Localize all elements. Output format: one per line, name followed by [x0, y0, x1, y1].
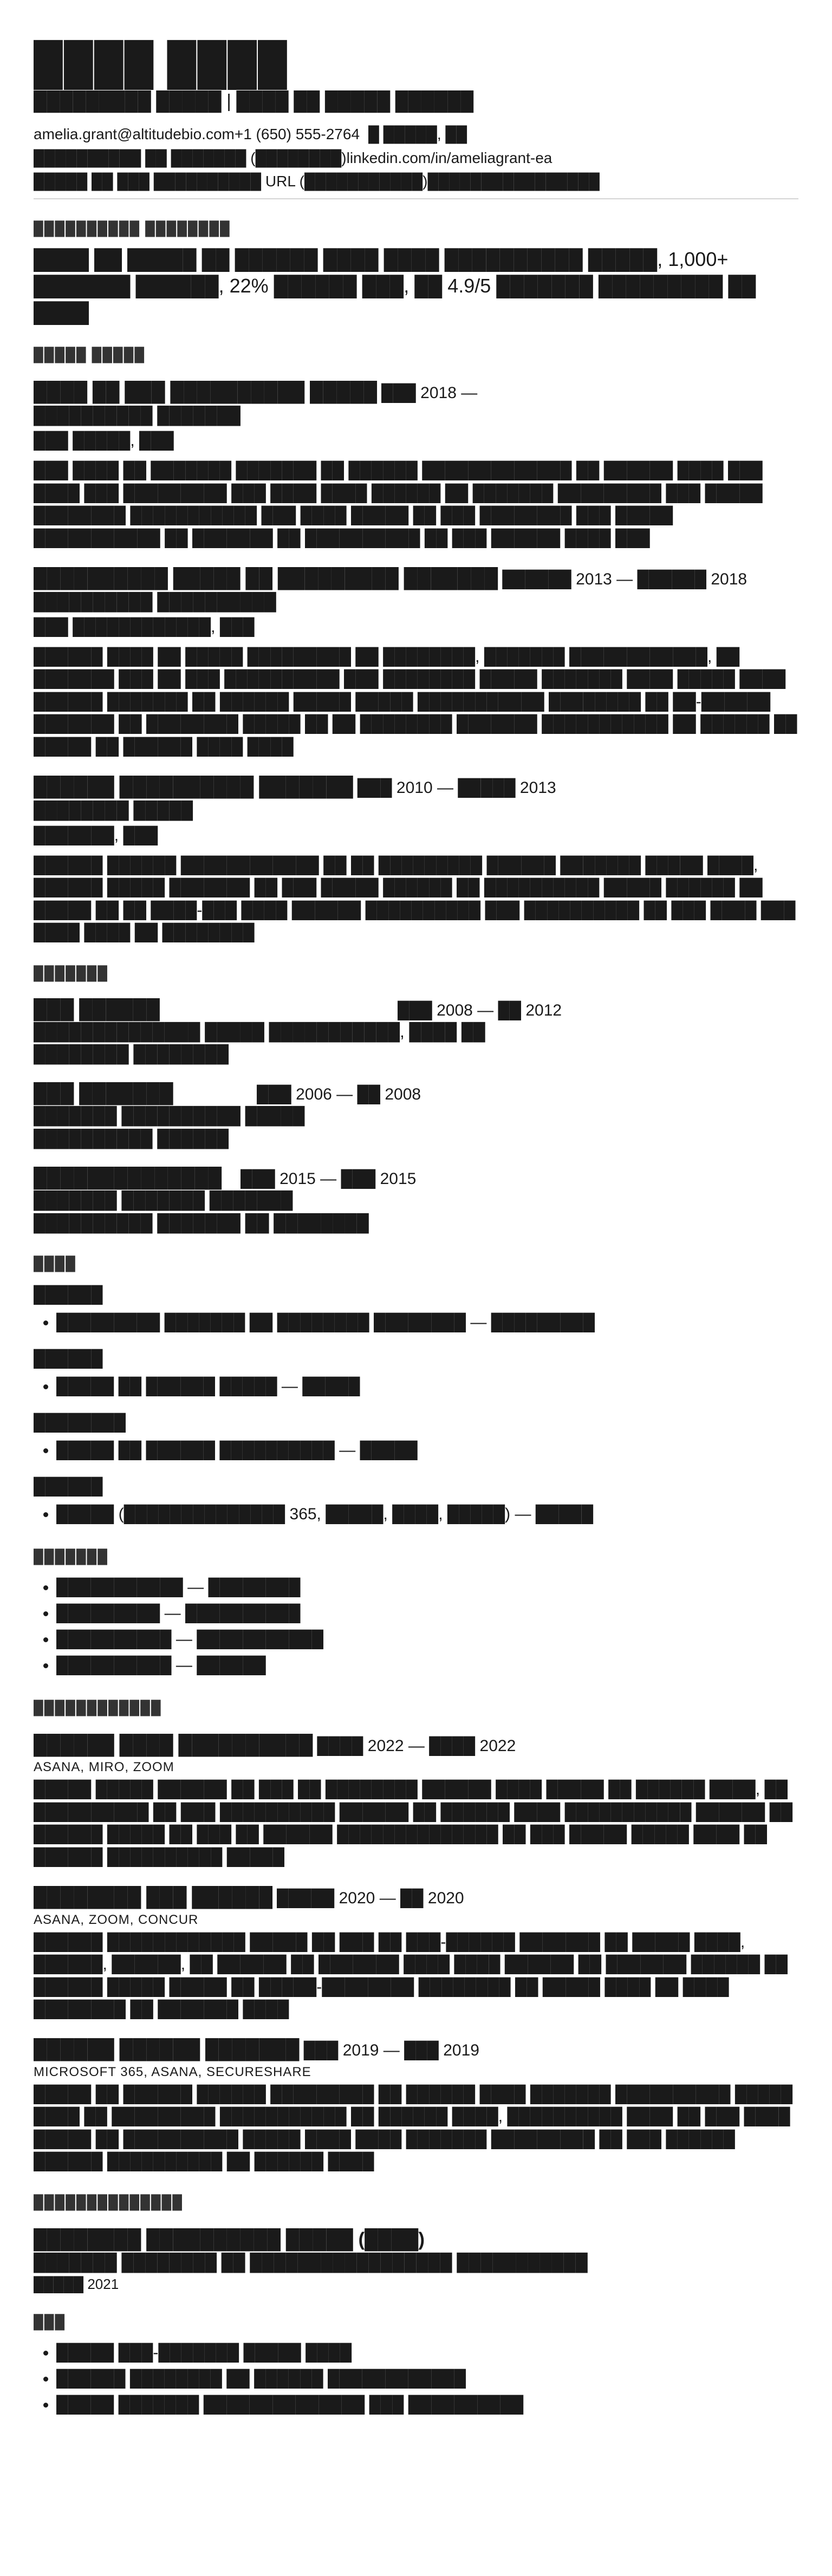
contact-line-1 — [34, 122, 798, 146]
education-dates: ███ 2015 — ███ 2015 — [240, 1169, 417, 1188]
job-location: ███████, ███ — [34, 826, 158, 844]
job-title: ██████ ██████████ ███████ — [34, 776, 353, 797]
summary-text: ████ ██ █████ ██ ██████ ████ ████ ██████████ █████, 1,000+ ███████ ██████, 22% ██████ ███, ██ 4.9/5 ███████ █████████ ██ ████ — [34, 248, 756, 323]
degree-name: ███████ ███████ ███████ — [34, 1190, 293, 1209]
project-tools: ASANA, MIRO, ZOOM — [34, 1760, 174, 1775]
education-entry — [34, 1167, 798, 1234]
certifications-title: ██████████████ — [34, 2194, 183, 2210]
skill-group — [34, 1414, 798, 1463]
skill-group-title: ████████ — [34, 1413, 126, 1432]
skill-list — [34, 1501, 798, 1527]
experience-entry — [34, 380, 798, 549]
header-divider — [34, 198, 798, 199]
education-title: ███████ — [34, 965, 108, 981]
project-name: ██████ ████ ██████████ — [34, 1734, 313, 1755]
language-list — [34, 1575, 798, 1679]
candidate-name: ████ ████ — [34, 41, 288, 87]
project-heading — [34, 1885, 798, 1909]
languages-title: ███████ — [34, 1549, 108, 1564]
list-item: • █████ ███████ ██████████████ ███ ██████████ — [56, 2392, 798, 2418]
list-item: • ██████████ — ███████████ — [56, 1627, 798, 1653]
school-location: ██████████ ██████ — [34, 1129, 229, 1148]
languages-section — [34, 1549, 798, 1679]
skill-group-title: ██████ — [34, 1349, 103, 1368]
project-dates: ████ 2022 — ████ 2022 — [317, 1736, 516, 1755]
portfolio-link[interactable]: ████████████████ — [427, 173, 600, 190]
list-item: • █████████ — ██████████ — [56, 1601, 798, 1627]
resume-page — [34, 0, 798, 2418]
school-name: ███ ███████ — [34, 1083, 173, 1104]
certification-issuer: ███████ ████████ ██ █████████████████ ███████████ — [34, 2253, 588, 2272]
project-tools: ASANA, ZOOM, CONCUR — [34, 1912, 199, 1927]
location-text: █ █████, ██ — [368, 126, 467, 143]
education-section — [34, 966, 798, 1234]
job-description: ██████ ██████ ████████████ ██ ██ █████████ ██████ ███████ █████ ████, ██████ █████ ███████ ██ ███ █████ ██████ ██ ██████████ █████ ██████ ██ █████ ██ ██ ████-███ ████ ██████ ██████████ ███ ██████████ ██ ███ ████ ███ ████ ████ ██ ████████ — [34, 856, 796, 942]
list-item: • ██████████ — ██████ — [56, 1653, 798, 1679]
project-entry — [34, 2038, 798, 2172]
resume-header — [34, 42, 798, 199]
certification-entry — [34, 2228, 798, 2293]
project-heading — [34, 1733, 798, 1757]
projects-title: ████████████ — [34, 1700, 162, 1715]
experience-entry — [34, 775, 798, 944]
contact-line-3 — [34, 170, 798, 193]
extras-section — [34, 2314, 798, 2418]
extras-title: ███ — [34, 2314, 66, 2330]
email-link[interactable]: amelia.grant@altitudebio.com — [34, 126, 235, 143]
school-name: ██████████████ — [34, 1167, 222, 1188]
project-entry — [34, 1733, 798, 1868]
project-tools: MICROSOFT 365, ASANA, SECURESHARE — [34, 2065, 311, 2080]
certifications-section — [34, 2195, 798, 2293]
project-dates: █████ 2020 — ██ 2020 — [277, 1889, 464, 1907]
job-title: ██████████ █████ ██ █████████ ███████ — [34, 567, 498, 589]
project-name: ██████ ██████ ███████ — [34, 2039, 300, 2060]
job-dates: ███ 2010 — █████ 2013 — [357, 778, 556, 797]
skill-group-title: ██████ — [34, 1285, 103, 1304]
experience-section — [34, 347, 798, 944]
portfolio-label: █████ ██ ███ ██████████ URL (███████████) — [34, 173, 428, 190]
skill-list — [34, 1437, 798, 1463]
certification-name: ████████ ██████████ █████ (████) — [34, 2228, 425, 2250]
job-company: ████████ █████ — [34, 800, 193, 819]
skills-section — [34, 1256, 798, 1527]
school-location: ██████████ ███████ ██ ████████ — [34, 1213, 369, 1232]
projects-section — [34, 1700, 798, 2173]
project-name: ████████ ███ ██████ — [34, 1886, 273, 1908]
job-company: ██████████ ██████████ — [34, 591, 276, 611]
job-heading — [34, 567, 798, 590]
list-item: • ██████ ████████ ██ ██████ ████████████ — [56, 2366, 798, 2392]
list-item: • █████████ ███████ ██ ████████ ████████ — █████████ — [56, 1310, 798, 1336]
job-heading — [34, 380, 798, 404]
job-dates: ███ 2018 — — [381, 384, 478, 402]
job-title: ████ ██ ███ ██████████ █████ — [34, 381, 378, 403]
skill-group-title: ██████ — [34, 1477, 103, 1495]
skill-group — [34, 1478, 798, 1527]
contact-line-2 — [34, 146, 798, 170]
education-dates: ███ 2006 — ██ 2008 — [257, 1085, 421, 1104]
extras-list — [34, 2340, 798, 2418]
project-description: █████ ██ ██████ ██████ █████████ ██ ██████ ████ ███████ ██████████ █████ ████ ██ █████████ ███████████ ██ ██████ ████, ██████████ ████ ██ ███ ████ █████ ██ ██████████ █████ ████ ████ ███████ █████████ ██ ███ ██████ ██████ ██████████ ██ ██████ ████ — [34, 2085, 793, 2171]
list-item: • █████ ██ ██████ █████ — █████ — [56, 1374, 798, 1400]
phone-number: +1 (650) 555-2764 — [234, 126, 360, 143]
education-heading — [34, 1167, 798, 1189]
project-dates: ███ 2019 — ███ 2019 — [303, 2041, 479, 2060]
job-dates: ██████ 2013 — ██████ 2018 — [502, 570, 748, 588]
project-description: ██████ ████████████ █████ ██ ███ ██ ███-██████ ███████ ██ █████ ████, ██████, ██████, ██ ██████ ██ ███████ ████ ████ ██████ ██ ███████ ██████ ██ ██████ █████ █████ ██ █████-████████ ████████ ██ █████ ████ ██ ████ ████████ ██ ███████ ████ — [34, 1933, 788, 2018]
link-caption: ██████████ ██ ███████ (████████) — [34, 149, 347, 166]
summary-section — [34, 221, 798, 326]
job-description: ███ ████ ██ ███████ ███████ ██ ██████ █████████████ ██ ██████ ████ ███ ████ ███ █████████ ███ ████ ████ ██████ ██ ███████ █████████ ███ █████ ████████ ███████████ ███ ████ █████ ██ ███ ████████ ███ █████ ███████████ ██ ███████ ██ ██████████ ██ ███ ██████ ████ ███ — [34, 461, 763, 547]
project-heading — [34, 2038, 798, 2061]
experience-entry — [34, 567, 798, 758]
list-item: • █████ (██████████████ 365, █████, ████, █████) — █████ — [56, 1501, 798, 1527]
job-location: ███ ████████████, ███ — [34, 617, 255, 636]
certification-date: █████ 2021 — [34, 2276, 119, 2293]
job-description: ██████ ████ ██ █████ █████████ ██ ████████, ███████ ████████████, ██ ███████ ███ ██ ███ ██████████ ███ ████████ █████ ███████ ████ █████ ████ ██████ ███████ ██ ██████ █████ █████ ███████████ ████████ ██ ██-██████ ███████ ██ ████████ █████ ██ ██ ████████ ███████ ███████████ ██ ██████ ██ █████ ██ ██████ ████ ████ — [34, 648, 797, 756]
education-dates: ███ 2008 — ██ 2012 — [398, 1001, 562, 1019]
degree-name: ██████████████ █████ ███████████, ████ ██ — [34, 1022, 485, 1041]
list-item: • █████ ██ ██████ ██████████ — █████ — [56, 1437, 798, 1463]
experience-title: █████ █████ — [34, 347, 146, 363]
education-heading — [34, 1083, 798, 1104]
list-item: • █████ ███-███████ █████ ████ — [56, 2340, 798, 2366]
skills-title: ████ — [34, 1256, 76, 1271]
job-heading — [34, 775, 798, 799]
summary-title: ██████████ ████████ — [34, 221, 231, 237]
project-description: █████ █████ ██████ ██ ███ ██ ████████ ██████ ████ █████ ██ ██████ ████, ██ ██████████ ██ ███ ██████████ ██████ ██ ██████ ████ ███████████ ██████ ██ ██████ █████ ██ ███ ██ ██████ ██████████████ ██ ███ █████ █████ ████ ██ ██████ ██████████ █████ — [34, 1780, 793, 1866]
education-entry — [34, 1083, 798, 1150]
skill-group — [34, 1350, 798, 1400]
list-item: • ███████████ — ████████ — [56, 1575, 798, 1601]
education-heading — [34, 999, 798, 1020]
school-location: ████████ ████████ — [34, 1044, 229, 1064]
degree-name: ███████ ██████████ █████ — [34, 1106, 305, 1126]
candidate-headline: █████████ █████ | ████ ██ █████ ██████ — [34, 90, 474, 112]
skill-group — [34, 1286, 798, 1336]
linkedin-link[interactable]: linkedin.com/in/ameliagrant-ea — [346, 149, 552, 166]
job-location: ███ █████, ███ — [34, 431, 174, 450]
project-entry — [34, 1885, 798, 2020]
school-name: ███ ██████ — [34, 998, 160, 1020]
education-entry — [34, 999, 798, 1066]
skill-list — [34, 1310, 798, 1336]
skill-list — [34, 1374, 798, 1400]
job-company: ██████████ ███████ — [34, 406, 240, 425]
